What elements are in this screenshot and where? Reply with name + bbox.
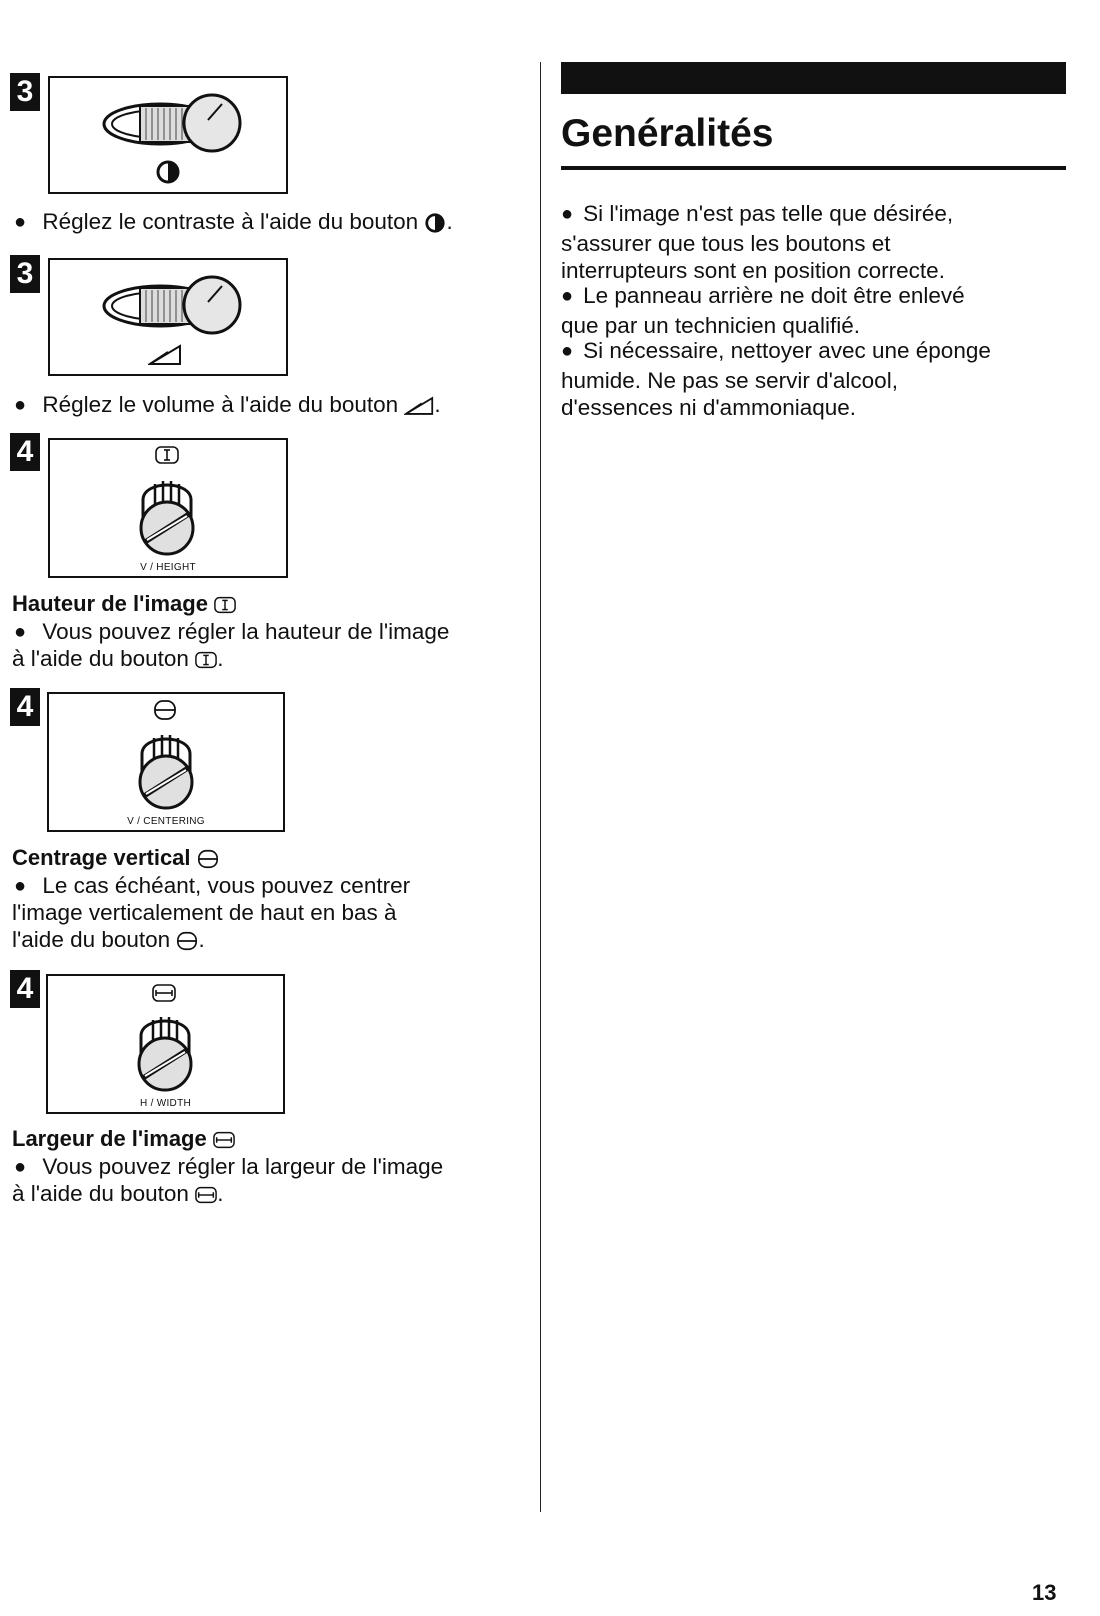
knob-caption: V / CENTERING (127, 816, 205, 827)
general-bullet-1 (561, 200, 1071, 285)
centering-instruction-line3 (12, 926, 205, 953)
height-line2: à l'aide du bouton (12, 646, 189, 671)
height-instruction-line2 (12, 645, 223, 672)
centering-heading-text: Centrage vertical (12, 845, 191, 870)
h-width-icon (213, 1131, 235, 1149)
step-badge: 3 (10, 73, 40, 111)
knob-caption: H / WIDTH (139, 1098, 192, 1109)
volume-text: Réglez le volume à l'aide du bouton (42, 392, 399, 417)
height-instruction-line1 (14, 618, 449, 647)
width-instruction-line1 (14, 1153, 443, 1182)
width-instruction-line2 (12, 1180, 223, 1207)
width-heading-text: Largeur de l'image (12, 1126, 207, 1151)
general-bullet-3 (561, 337, 1071, 422)
v-centering-icon (197, 849, 219, 869)
bullet-line: ● Si l'image n'est pas telle que désirée, (561, 200, 1071, 230)
contrast-instruction (14, 208, 453, 237)
bullet-line: d'essences ni d'ammoniaque. (561, 395, 857, 420)
title-underline (561, 166, 1066, 170)
column-divider (540, 62, 541, 1512)
centering-line1: Le cas échéant, vous pouvez centrer (42, 873, 411, 898)
height-line1: Vous pouvez régler la hauteur de l'image (42, 619, 450, 644)
horizontal-knob-icon (100, 92, 250, 154)
v-height-icon (214, 596, 236, 614)
bullet-line: ● Si nécessaire, nettoyer avec une éponge (561, 337, 1071, 367)
section-title: Genéralités (561, 112, 774, 155)
h-width-icon (195, 1186, 217, 1204)
bullet-line: interrupteurs sont en position correcte. (561, 258, 945, 283)
bullet-line: humide. Ne pas se servir d'alcool, (561, 367, 898, 393)
step-badge: 4 (10, 433, 40, 471)
step-badge: 4 (10, 688, 40, 726)
v-height-knob-panel (48, 438, 288, 578)
centering-period: . (198, 927, 205, 952)
volume-icon (404, 396, 434, 416)
contrast-period: . (446, 209, 453, 234)
centering-instruction-line2 (12, 899, 397, 926)
h-width-icon (152, 984, 176, 1002)
height-heading (12, 590, 236, 617)
contrast-icon (424, 212, 446, 234)
centering-line3: l'aide du bouton (12, 927, 171, 952)
step-badge: 3 (10, 255, 40, 293)
knob-dial-icon (133, 1006, 197, 1092)
h-width-knob-panel (46, 974, 285, 1114)
knob-dial-icon (135, 470, 199, 556)
volume-knob-panel (48, 258, 288, 376)
volume-icon (148, 344, 182, 366)
contrast-knob-panel (48, 76, 288, 194)
centering-heading (12, 844, 219, 871)
width-heading (12, 1125, 235, 1152)
knob-dial-icon (134, 724, 198, 810)
page-number: 13 (1032, 1580, 1057, 1605)
centering-line2: l'image verticalement de haut en bas à (12, 900, 397, 925)
bullet-line: ● Le panneau arrière ne doit être enlevé (561, 282, 1071, 312)
centering-instruction-line1 (14, 872, 410, 901)
contrast-icon (156, 160, 180, 184)
width-period: . (217, 1181, 224, 1206)
bullet-line: que par un technicien qualifié. (561, 312, 860, 338)
width-line1: Vous pouvez régler la largeur de l'image (42, 1154, 444, 1179)
width-line2: à l'aide du bouton (12, 1181, 189, 1206)
v-height-icon (155, 446, 179, 464)
height-period: . (217, 646, 224, 671)
v-centering-icon (153, 700, 177, 720)
volume-period: . (434, 392, 441, 417)
general-bullet-2 (561, 282, 1071, 339)
section-header-bar (561, 62, 1066, 94)
bullet-line: s'assurer que tous les boutons et (561, 230, 891, 256)
knob-caption: V / HEIGHT (140, 562, 196, 573)
step-badge: 4 (10, 970, 40, 1008)
v-height-icon (195, 651, 217, 669)
volume-instruction (14, 391, 441, 420)
v-centering-icon (176, 931, 198, 951)
height-heading-text: Hauteur de l'image (12, 591, 208, 616)
contrast-text: Réglez le contraste à l'aide du bouton (42, 209, 419, 234)
horizontal-knob-icon (100, 274, 250, 336)
v-centering-knob-panel (47, 692, 285, 832)
